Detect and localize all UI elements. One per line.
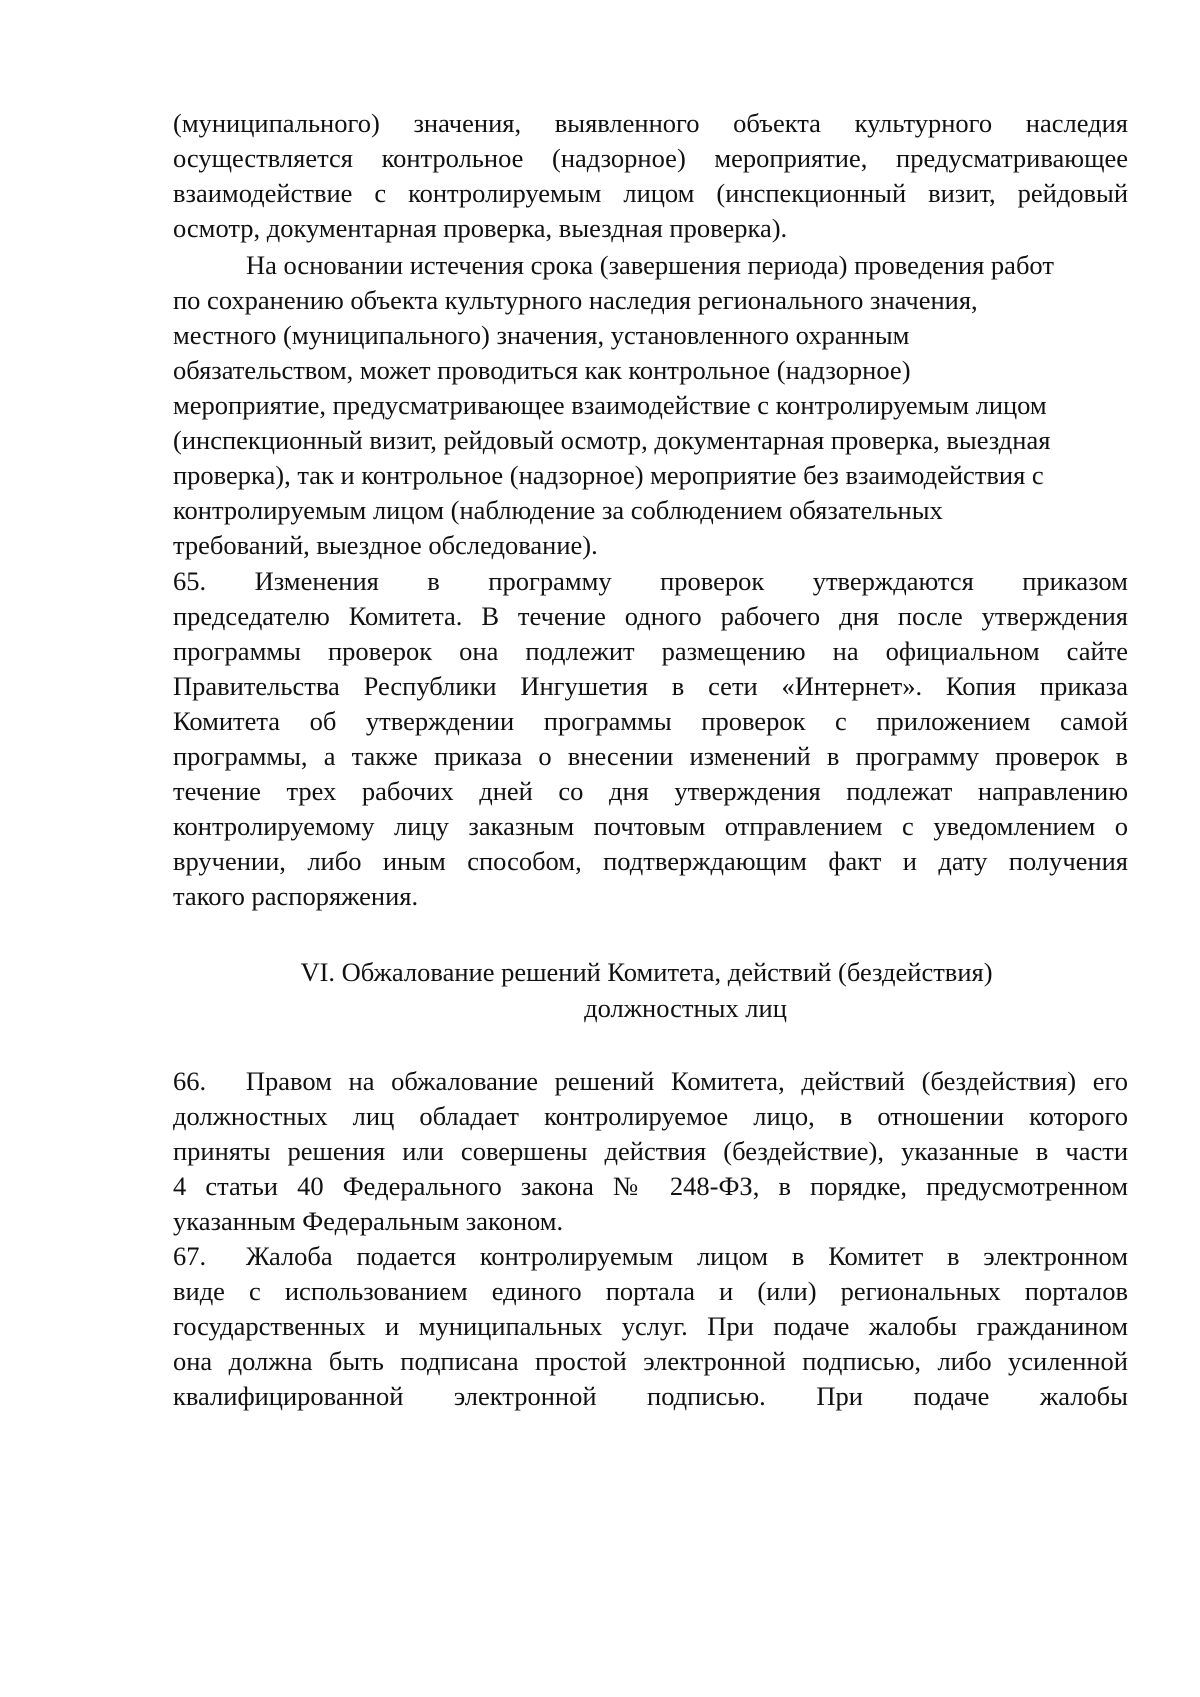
word: приказом: [1022, 566, 1128, 596]
paragraph-number: 65.: [173, 566, 207, 596]
section-heading-line-1: VI. Обжалование решений Комитета, действий (бездействия): [300, 957, 993, 987]
paragraph-66-first-line: 66. Правом на обжалование решений Комитета, действий (бездействия) его: [173, 1066, 1128, 1096]
text-line: приняты решения или совершены действия (бездействие), указанные в части: [173, 1136, 1128, 1166]
text-line: Правительства Республики Ингушетия в сети «Интернет». Копия приказа: [173, 671, 1128, 701]
text-line: она должна быть подписана простой электронной подписью, либо усиленной: [173, 1346, 1128, 1376]
word: проверок: [660, 566, 765, 596]
paragraph-65-first-line: [173, 563, 1128, 600]
word: в: [427, 566, 440, 596]
paragraph-67-last-line: [173, 1378, 1128, 1415]
text-line: обязательством, может проводиться как контрольное (надзорное): [173, 355, 911, 385]
word: Изменения: [254, 566, 379, 596]
text-line: требований, выездное обследование).: [173, 530, 598, 560]
word: подаче: [913, 1381, 990, 1411]
text-line: Комитета об утверждении программы проверок с приложением самой: [173, 706, 1128, 736]
text-line: взаимодействие с контролируемым лицом (инспекционный визит, рейдовый: [173, 178, 1128, 208]
text-line: мероприятие, предусматривающее взаимодействие с контролируемым лицом: [173, 390, 1047, 420]
text-line: программы проверок она подлежит размещению на официальном сайте: [173, 636, 1128, 666]
text-line: (муниципального) значения, выявленного объекта культурного наследия: [173, 108, 1128, 138]
text-line: течение трех рабочих дней со дня утверждения подлежат направлению: [173, 776, 1128, 806]
text-line: проверка), так и контрольное (надзорное) мероприятие без взаимодействия с: [173, 460, 1044, 490]
text-line: по сохранению объекта культурного наследия регионального значения,: [173, 285, 978, 315]
word: жалобы: [1039, 1381, 1128, 1411]
text-line: (инспекционный визит, рейдовый осмотр, документарная проверка, выездная: [173, 425, 1051, 455]
section-heading-line-2: должностных лиц: [584, 993, 787, 1023]
text-line: осмотр, документарная проверка, выездная проверка).: [173, 213, 788, 243]
text-line: такого распоряжения.: [173, 881, 419, 911]
text-line: виде с использованием единого портала и (или) региональных порталов: [173, 1276, 1128, 1306]
text-line: контролируемым лицом (наблюдение за соблюдением обязательных: [173, 495, 943, 525]
text-line: 4 статьи 40 Федерального закона № 248-ФЗ, в порядке, предусмотренном: [173, 1171, 1128, 1201]
text-line: государственных и муниципальных услуг. При подаче жалобы гражданином: [173, 1311, 1128, 1341]
word: При: [816, 1381, 863, 1411]
word: программу: [488, 566, 612, 596]
paragraph-67-first-line: 67. Жалоба подается контролируемым лицом в Комитет в электронном: [173, 1241, 1128, 1271]
text-line: указанным Федеральным законом.: [173, 1206, 564, 1236]
text-line: должностных лиц обладает контролируемое лицо, в отношении которого: [173, 1101, 1128, 1131]
text-line: программы, а также приказа о внесении изменений в программу проверок в: [173, 741, 1128, 771]
text-line: осуществляется контрольное (надзорное) мероприятие, предусматривающее: [173, 143, 1128, 173]
word: подписью.: [647, 1381, 766, 1411]
text-line: местного (муниципального) значения, установленного охранным: [173, 320, 910, 350]
text-line: председателю Комитета. В течение одного рабочего дня после утверждения: [173, 601, 1128, 631]
word: утверждаются: [812, 566, 974, 596]
text-line: вручении, либо иным способом, подтверждающим факт и дату получения: [173, 846, 1128, 876]
word: электронной: [453, 1381, 597, 1411]
text-line: На основании истечения срока (завершения периода) проведения работ: [246, 250, 1054, 280]
word: квалифицированной: [173, 1381, 404, 1411]
text-line: контролируемому лицу заказным почтовым отправлением с уведомлением о: [173, 811, 1128, 841]
